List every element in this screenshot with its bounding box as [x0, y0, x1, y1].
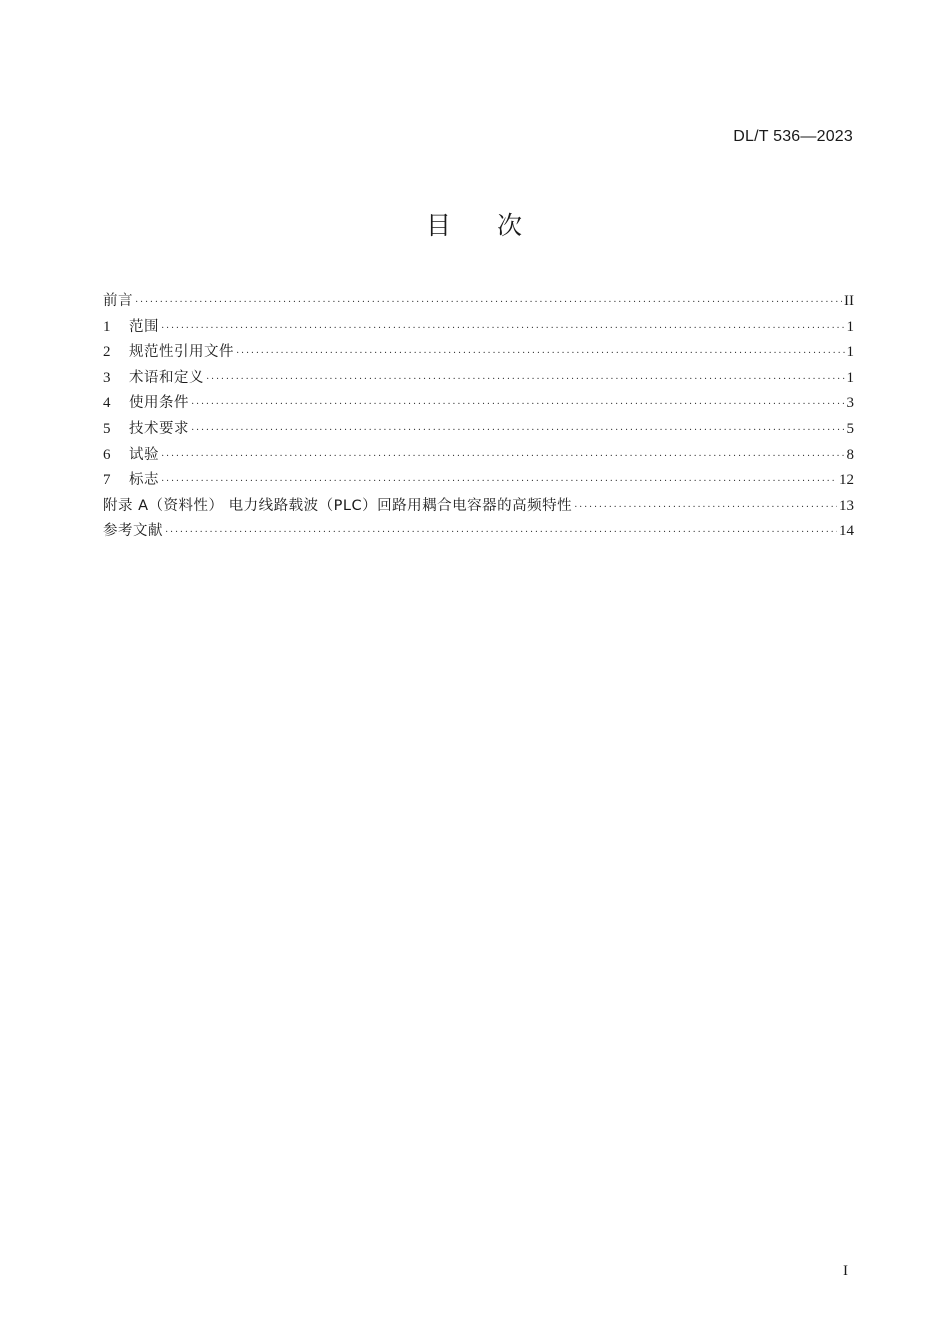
toc-entry-marking[interactable]	[103, 468, 854, 494]
toc-entry-title: 前言	[103, 293, 133, 309]
toc-entry-title: 标志	[129, 472, 159, 489]
toc-dot-leader	[206, 367, 845, 393]
toc-entry-page: 13	[839, 497, 854, 514]
toc-entry-title: 技术要求	[129, 420, 189, 437]
toc-entry-number: 7	[103, 472, 111, 489]
toc-entry-page: 1	[846, 318, 854, 335]
toc-entry-title: 范围	[129, 318, 159, 335]
toc-entry-terms-definitions[interactable]	[103, 366, 854, 392]
page-number: I	[843, 1263, 848, 1279]
toc-dot-leader	[236, 341, 845, 367]
page-title-part-2: 次	[497, 211, 525, 240]
toc-entry-bibliography[interactable]	[103, 519, 854, 545]
toc-dot-leader	[191, 418, 845, 444]
toc-entry-number: 5	[103, 420, 111, 437]
toc-dot-leader	[161, 316, 845, 342]
toc-entry-foreword[interactable]	[103, 289, 854, 315]
toc-entry-annex-a[interactable]	[103, 494, 854, 520]
toc-entry-title: 使用条件	[129, 395, 189, 412]
toc-entry-tests[interactable]	[103, 443, 854, 469]
page-title-part-1: 目	[425, 211, 453, 240]
toc-dot-leader	[135, 290, 842, 316]
toc-entry-title: 规范性引用文件	[129, 344, 234, 361]
toc-dot-leader	[191, 392, 845, 418]
toc-entry-page: 8	[846, 446, 854, 463]
toc-entry-number: 4	[103, 395, 111, 412]
toc-entry-page: 14	[839, 523, 854, 540]
toc-entry-title: 参考文献	[103, 523, 163, 540]
toc-entry-page: 1	[846, 369, 854, 386]
toc-entry-number: 3	[103, 369, 111, 386]
toc-entry-page: II	[844, 293, 854, 309]
table-of-contents	[103, 289, 854, 545]
page-title	[0, 206, 950, 242]
toc-dot-leader	[165, 520, 837, 546]
toc-entry-normative-references[interactable]	[103, 340, 854, 366]
toc-entry-scope[interactable]	[103, 315, 854, 341]
toc-entry-number: 6	[103, 446, 111, 463]
toc-entry-title: 试验	[129, 446, 159, 463]
toc-dot-leader	[161, 469, 837, 495]
toc-entry-title: 附录 A（资料性） 电力线路载波（PLC）回路用耦合电容器的高频特性	[103, 497, 573, 514]
toc-entry-page: 12	[839, 472, 854, 489]
toc-entry-number: 2	[103, 344, 111, 361]
toc-entry-title: 术语和定义	[129, 369, 204, 386]
toc-entry-page: 5	[846, 420, 854, 437]
toc-entry-number: 1	[103, 318, 111, 335]
toc-entry-service-conditions[interactable]	[103, 391, 854, 417]
toc-entry-technical-requirements[interactable]	[103, 417, 854, 443]
toc-dot-leader	[161, 444, 845, 470]
standard-code: DL/T 536—2023	[733, 128, 853, 145]
toc-entry-page: 3	[846, 395, 854, 412]
toc-dot-leader	[574, 495, 837, 521]
toc-entry-page: 1	[846, 344, 854, 361]
